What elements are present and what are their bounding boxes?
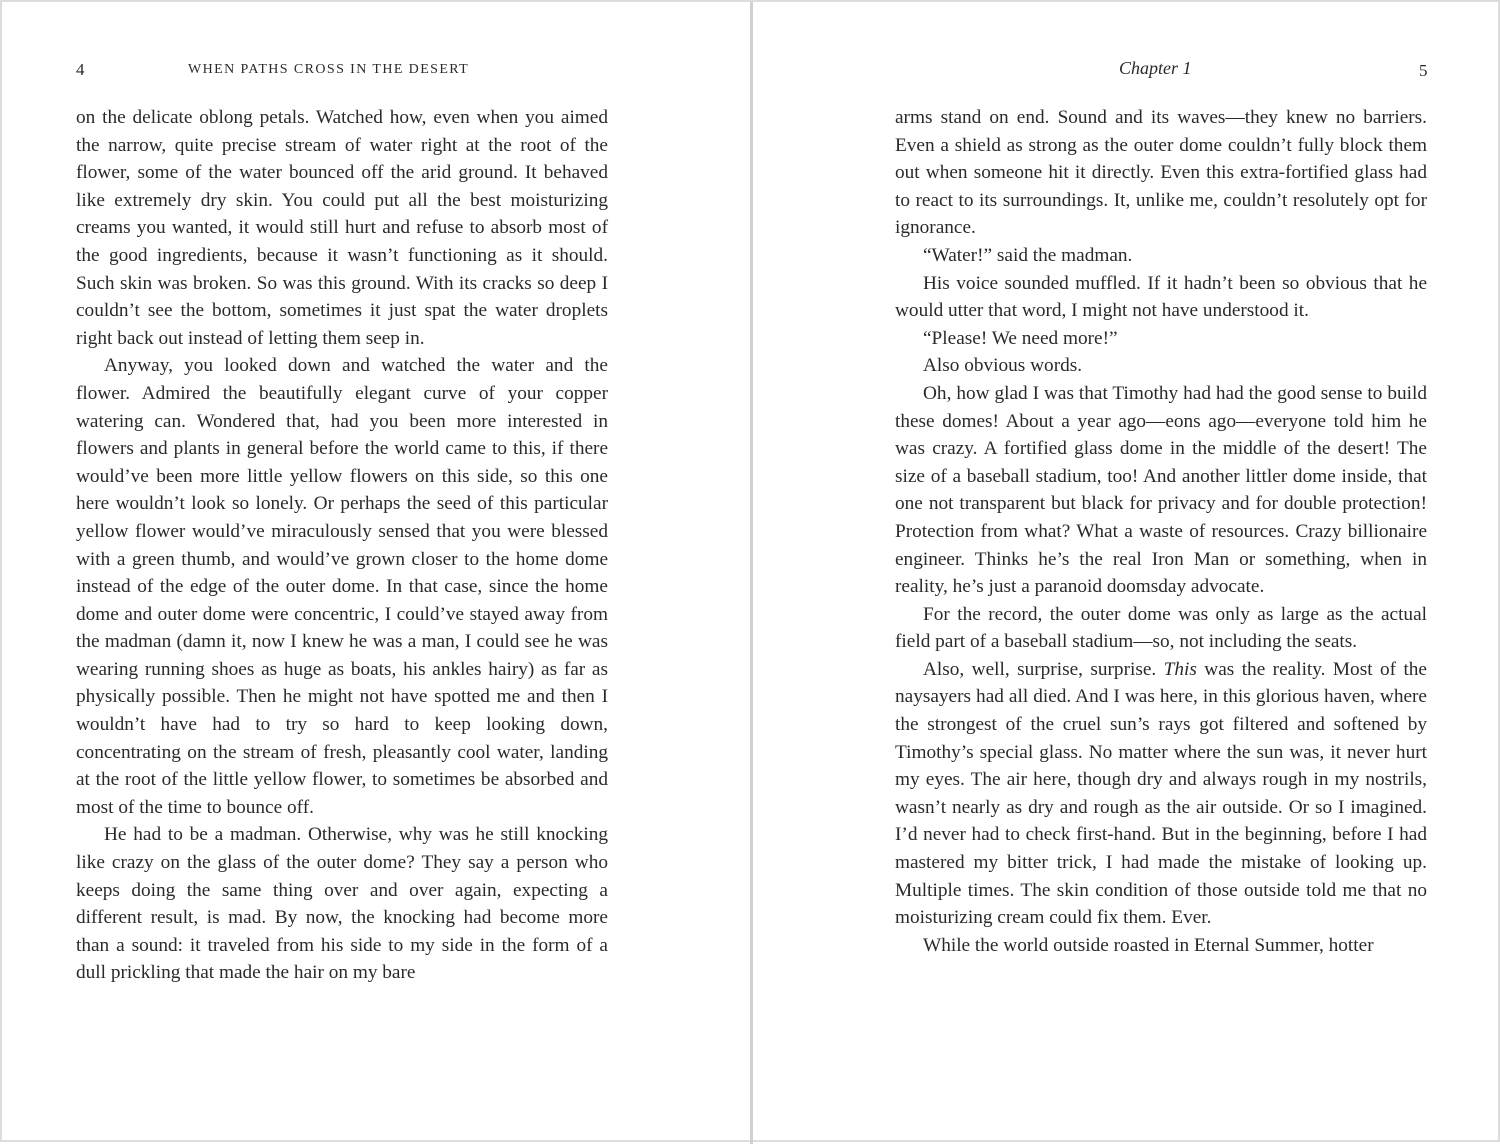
paragraph: “Please! We need more!” [923, 327, 1118, 349]
paragraph: He had to be a madman. Otherwise, why was he still knocking like crazy on the glass of the outer dome? They say a person who keeps doing the same thing over and over again, expecting a different result, is mad. By now, the knocking had become more than a sound: it traveled from his side to my side in the form of a dull prickling that made the hair on my bare [76, 824, 608, 984]
left-page-number: 4 [76, 60, 85, 79]
right-page [753, 2, 1500, 1144]
running-head-chapter-title: Chapter 1 [1119, 58, 1192, 78]
emphasis-text: This [1163, 658, 1197, 680]
paragraph-text: Also, well, surprise, surprise. [923, 658, 1164, 680]
paragraph: While the world outside roasted in Eternal Summer, hotter [923, 934, 1374, 956]
right-page-number: 5 [1419, 61, 1428, 80]
running-head-book-title: WHEN PATHS CROSS IN THE DESERT [188, 62, 470, 77]
paragraph: His voice sounded muffled. If it hadn’t been so obvious that he would utter that word, I might not have understood it. [895, 272, 1427, 322]
paragraph: Also obvious words. [923, 355, 1083, 377]
paragraph: Oh, how glad I was that Timothy had had the good sense to build these domes! About a year ago—eons ago—everyone told him he was crazy. A fortified glass dome in the middle of the desert! The size of a baseball stadium, too! And another littler dome inside, that one not transparent but black for privacy and for double protection! Protection from what? What a waste of resources. Crazy billionaire engineer. Thinks he’s the real Iron Man or something, when in reality, he’s just a paranoid doomsday advocate. [895, 382, 1427, 598]
paragraph [895, 656, 1427, 932]
paragraph: Anyway, you looked down and watched the water and the flower. Admired the beautifully elegant curve of your copper watering can. Wondered that, had you been more interested in flowers and plants in general before the world came to this, if there would’ve been more little yellow flowers on this side, so this one here wouldn’t look so lonely. Or perhaps the seed of this particular yellow flower would’ve miraculously sensed that you were blessed with a green thumb, and would’ve grown closer to the home dome instead of the edge of the outer dome. In that case, since the home dome and outer dome were concentric, I could’ve stayed away from the madman (damn it, now I knew he was a man, I could see he was wearing running shoes as huge as boats, his ankles hairy) as far as physically possible. Then he might not have spotted me and then I wouldn’t have had to try so hard to keep looking down, concentrating on the stream of fresh, pleasantly cool water, landing at the root of the little yellow flower, to sometimes be absorbed and most of the time to bounce off. [76, 355, 608, 818]
paragraph: on the delicate oblong petals. Watched how, even when you aimed the narrow, quite precise stream of water right at the root of the flower, some of the water bounced off the arid ground. It behaved like extremely dry skin. You could put all the best moisturizing creams you wanted, it would still hurt and refuse to absorb most of the good ingredients, because it wasn’t functioning as it should. Such skin was broken. So was this ground. With its cracks so deep I couldn’t see the bottom, sometimes it just spat the water droplets right back out instead of letting them seep in. [76, 107, 608, 349]
paragraph: arms stand on end. Sound and its waves—they knew no barriers. Even a shield as strong as the outer dome couldn’t fully block them out when someone hit it directly. Even this extra-fortified glass had to react to its surroundings. It, unlike me, couldn’t resolutely opt for ignorance. [895, 107, 1427, 239]
left-page [2, 2, 750, 1144]
paragraph: For the record, the outer dome was only as large as the actual field part of a baseball stadium—so, not including the seats. [895, 603, 1427, 653]
paragraph: “Water!” said the madman. [923, 244, 1133, 266]
right-page-body [895, 104, 1427, 959]
paragraph-text: was the reality. Most of the naysayers had all died. And I was here, in this glorious haven, where the strongest of the cruel sun’s rays got filtered and softened by Timothy’s special glass. No matter where the sun was, it never hurt my eyes. The air here, though dry and always rough in my nostrils, wasn’t nearly as dry and rough as the air outside. Or so I imagined. I’d never had to check first-hand. But in the beginning, before I had mastered my bitter trick, I had made the mistake of looking up. Multiple times. The skin condition of those outside told me that no moisturizing cream could fix them. Ever. [895, 658, 1427, 929]
left-page-body [76, 104, 608, 987]
